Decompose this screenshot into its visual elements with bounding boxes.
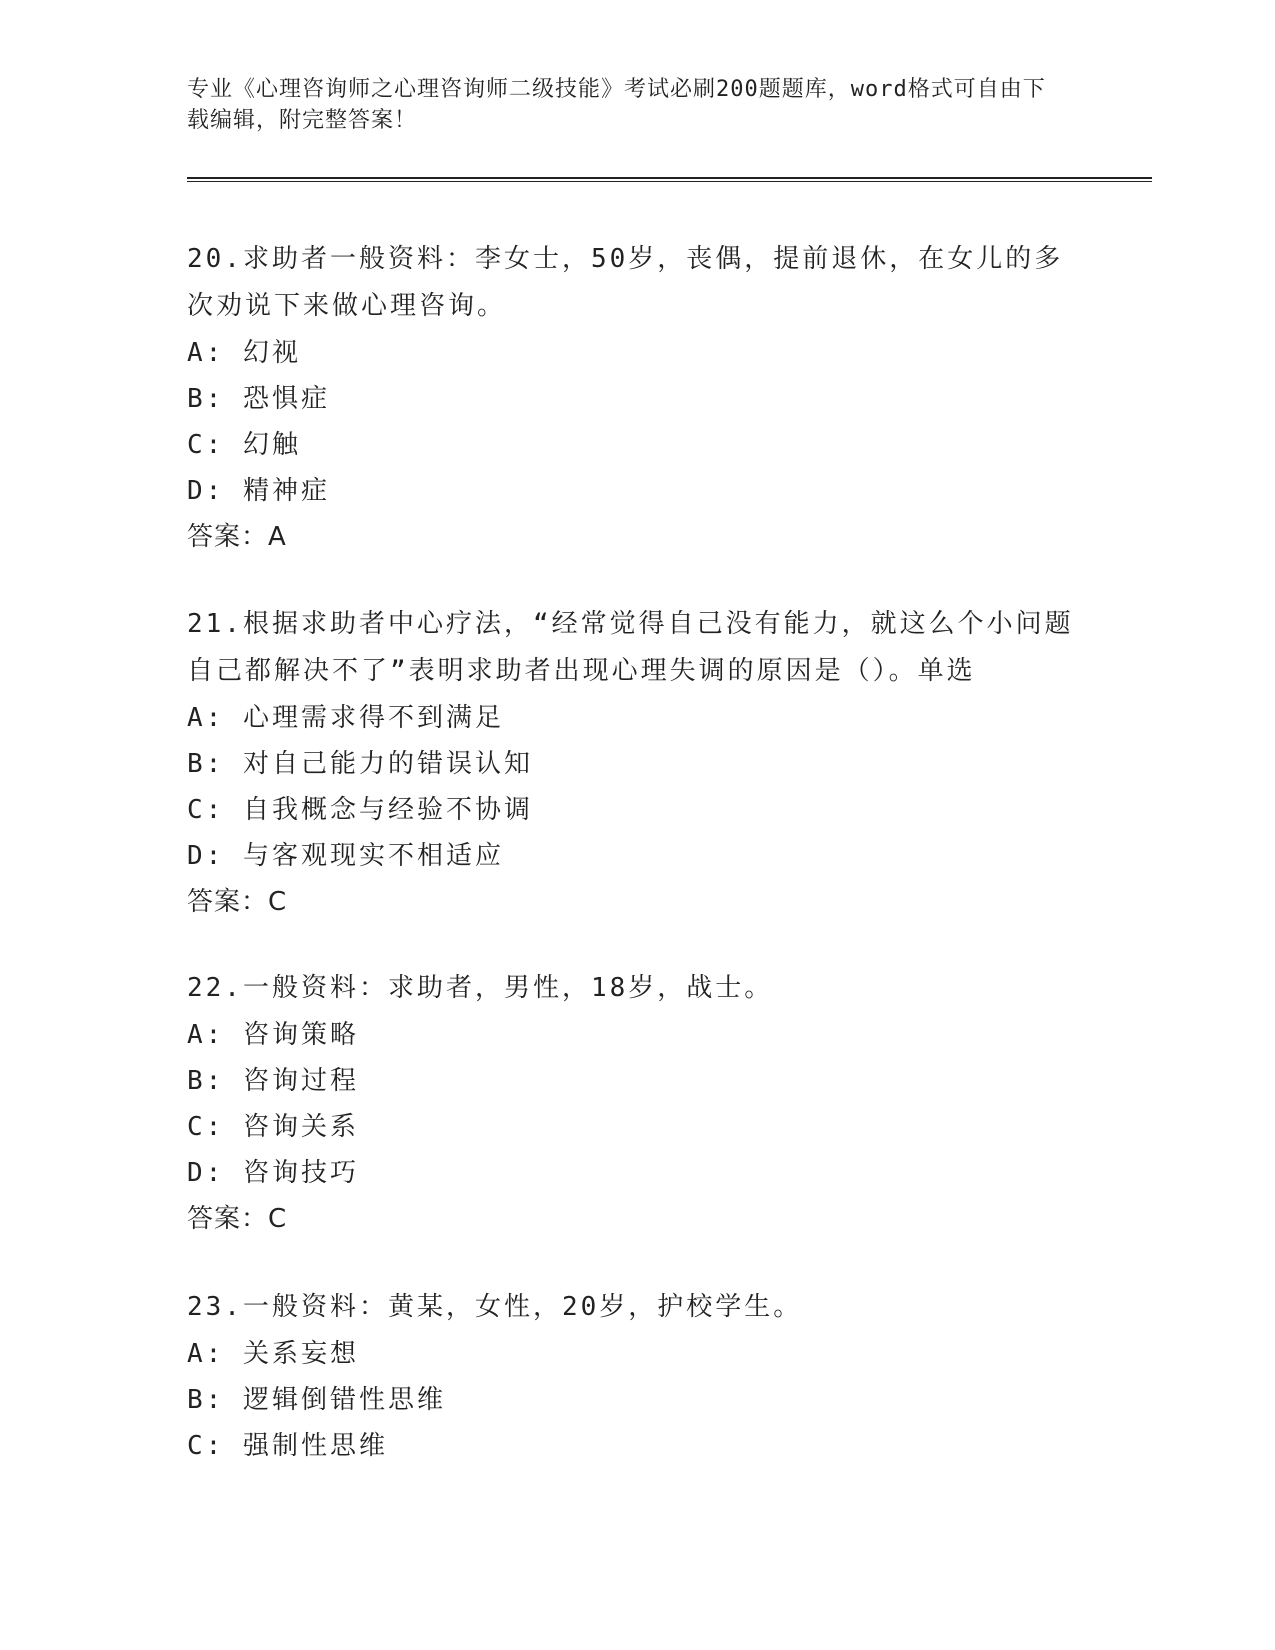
answer-line: 答案：C xyxy=(187,887,288,917)
option-c: C: 幻触 xyxy=(187,430,301,460)
option-d: D: 咨询技巧 xyxy=(187,1158,359,1188)
option-a: A: 关系妄想 xyxy=(187,1339,359,1369)
option-c: C: 强制性思维 xyxy=(187,1431,388,1461)
question-stem: 20.求助者一般资料：李女士，50岁，丧偶，提前退休，在女儿的多次劝说下来做心理咨询。 xyxy=(187,244,1064,321)
question-23 xyxy=(187,1284,1087,1469)
option-b: B: 逻辑倒错性思维 xyxy=(187,1385,446,1415)
option-a: A: 咨询策略 xyxy=(187,1020,359,1050)
option-a: A: 幻视 xyxy=(187,338,301,368)
question-20 xyxy=(187,236,1087,560)
question-22 xyxy=(187,965,1087,1242)
question-stem: 23.一般资料：黄某，女性，20岁，护校学生。 xyxy=(187,1292,803,1322)
option-c: C: 咨询关系 xyxy=(187,1112,359,1142)
header-divider-thin xyxy=(187,181,1152,182)
question-stem: 21.根据求助者中心疗法，“经常觉得自己没有能力，就这么个小问题自己都解决不了”表明求助者出现心理失调的原因是（）。单选 xyxy=(187,609,1074,686)
answer-line: 答案：A xyxy=(187,522,287,552)
header-divider-thick xyxy=(187,177,1152,179)
option-c: C: 自我概念与经验不协调 xyxy=(187,795,533,825)
option-b: B: 恐惧症 xyxy=(187,384,330,414)
option-b: B: 对自己能力的错误认知 xyxy=(187,749,533,779)
option-d: D: 与客观现实不相适应 xyxy=(187,841,504,871)
question-stem: 22.一般资料：求助者，男性，18岁，战士。 xyxy=(187,973,774,1003)
option-d: D: 精神症 xyxy=(187,476,330,506)
option-a: A: 心理需求得不到满足 xyxy=(187,703,504,733)
document-intro xyxy=(187,74,1067,136)
question-21 xyxy=(187,601,1087,925)
answer-line: 答案：C xyxy=(187,1204,288,1234)
intro-text: 专业《心理咨询师之心理咨询师二级技能》考试必刷200题题库，word格式可自由下载编辑，附完整答案！ xyxy=(187,77,1046,133)
option-b: B: 咨询过程 xyxy=(187,1066,359,1096)
